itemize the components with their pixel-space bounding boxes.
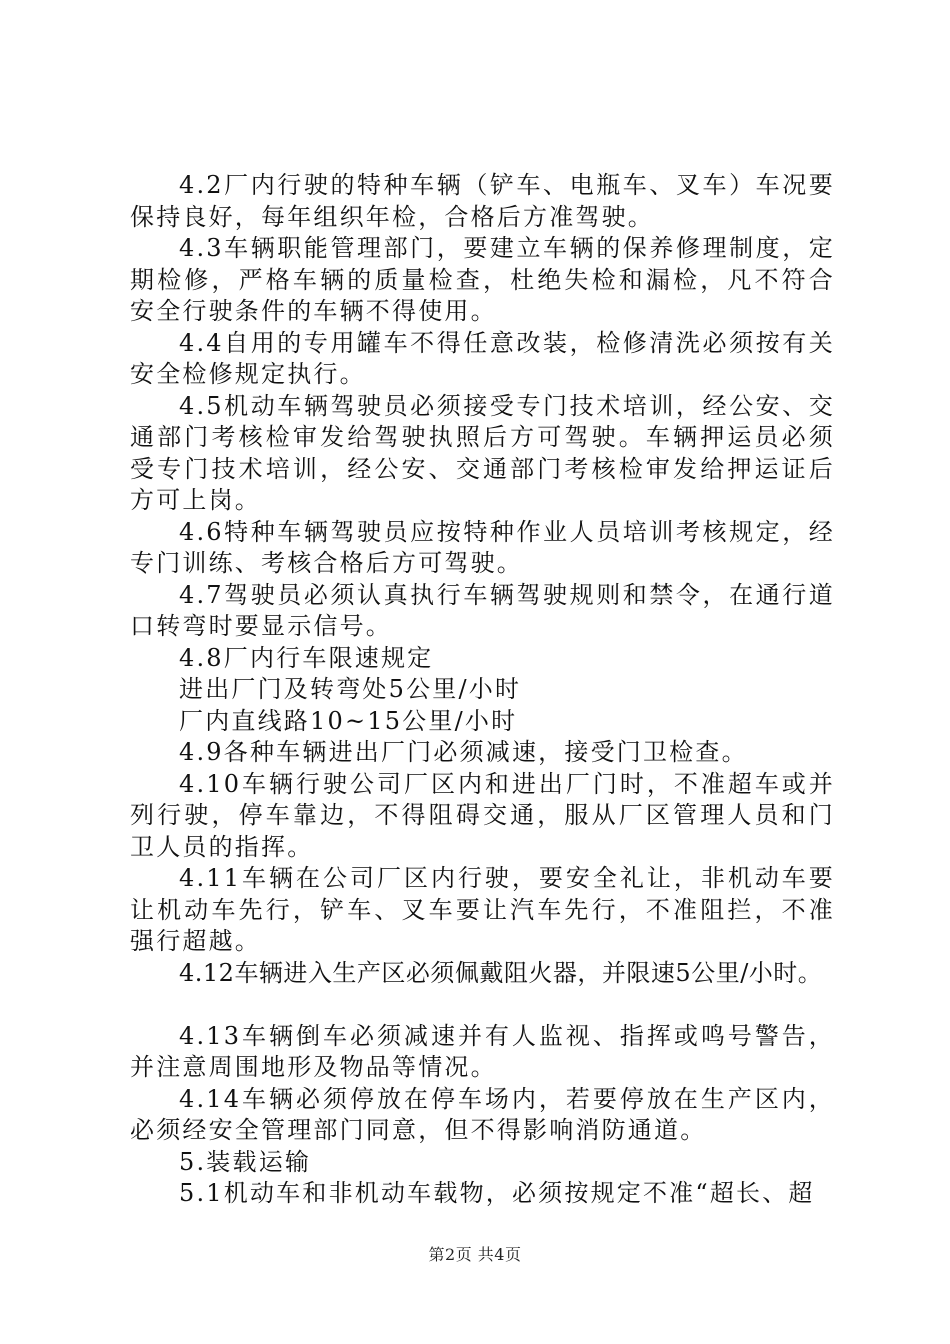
paragraph-4-11: 4.11车辆在公司厂区内行驶，要安全礼让，非机动车要让机动车先行，铲车、叉车要让汽车先行，不准阻拦，不准强行超越。 <box>130 864 835 955</box>
paragraph-4-8: 4.8厂内行车限速规定 <box>179 643 434 672</box>
speed-limit-gate: 进出厂门及转弯处5公里/小时 <box>179 675 522 703</box>
paragraph-5-1: 5.1机动车和非机动车载物，必须按规定不准“超长、超 <box>179 1179 815 1207</box>
paragraph-4-10: 4.10车辆行驶公司厂区内和进出厂门时，不准超车或并列行驶，停车靠边，不得阻碍交通，服从厂区管理人员和门卫人员的指挥。 <box>130 769 835 861</box>
paragraph-4-13: 4.13车辆倒车必须减速并有人监视、指挥或鸣号警告，并注意周围地形及物品等情况。 <box>130 1021 835 1081</box>
paragraph-4-4: 4.4自用的专用罐车不得任意改装，检修清洗必须按有关安全检修规定执行。 <box>130 328 835 388</box>
paragraph-4-5: 4.5机动车辆驾驶员必须接受专门技术培训，经公安、交通部门考核检审发给驾驶执照后方可驾驶。车辆押运员必须受专门技术培训，经公安、交通部门考核检审发给押运证后方可上岗。 <box>130 391 835 514</box>
paragraph-4-2: 4.2厂内行驶的特种车辆（铲车、电瓶车、叉车）车况要保持良好，每年组织年检，合格后方准驾驶。 <box>130 171 835 231</box>
paragraph-4-9: 4.9各种车辆进出厂门必须减速，接受门卫检查。 <box>179 738 748 766</box>
paragraph-4-14: 4.14车辆必须停放在停车场内，若要停放在生产区内，必须经安全管理部门同意，但不得影响消防通道。 <box>130 1084 835 1144</box>
blank-line <box>130 989 835 1021</box>
paragraph-4-6: 4.6特种车辆驾驶员应按特种作业人员培训考核规定，经专门训练、考核合格后方可驾驶。 <box>130 517 835 577</box>
speed-limit-straight: 厂内直线路10~15公里/小时 <box>179 706 518 735</box>
section-heading-5: 5.装载运输 <box>179 1147 312 1176</box>
page-footer: 第2页 共4页 <box>428 1245 522 1264</box>
paragraph-4-3: 4.3车辆职能管理部门，要建立车辆的保养修理制度，定期检修，严格车辆的质量检查，杜绝失检和漏检，凡不符合安全行驶条件的车辆不得使用。 <box>130 234 835 325</box>
paragraph-4-7: 4.7驾驶员必须认真执行车辆驾驶规则和禁令，在通行道口转弯时要显示信号。 <box>130 580 835 640</box>
document-body <box>130 170 835 1210</box>
paragraph-4-12: 4.12车辆进入生产区必须佩戴阻火器，并限速5公里/小时。 <box>179 958 823 987</box>
